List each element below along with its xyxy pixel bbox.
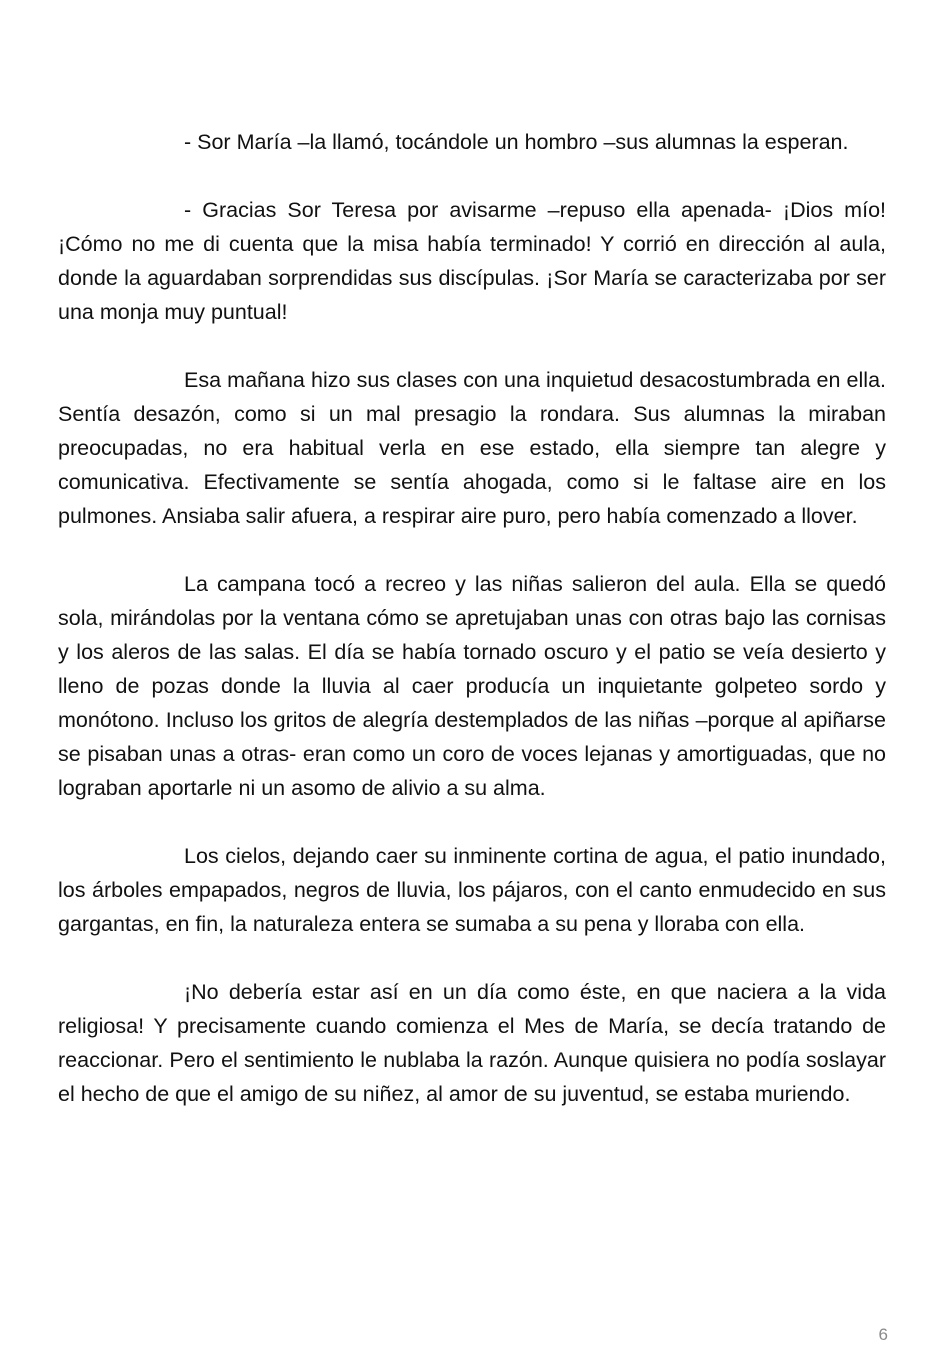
page-number: 6 [878,1325,888,1344]
paragraph-6: ¡No debería estar así en un día como éste, en que naciera a la vida religiosa! Y precisamente cuando comienza el Mes de María, se decía tratando de reaccionar. Pero el sentimiento le nublaba la razón. Aunque quisiera no podía soslayar el hecho de que el amigo de su niñez, al amor de su juventud, se estaba muriendo. [58,980,886,1106]
body-text [58,125,886,1145]
paragraph-1: - Sor María –la llamó, tocándole un hombro –sus alumnas la esperan. [184,130,849,154]
paragraph-2: - Gracias Sor Teresa por avisarme –repuso ella apenada- ¡Dios mío! ¡Cómo no me di cuenta que la misa había terminado! Y corrió en dirección al aula, donde la aguardaban sorprendidas sus discípulas. ¡Sor María se caracterizaba por ser una monja muy puntual! [58,198,886,324]
paragraph-5: Los cielos, dejando caer su inminente cortina de agua, el patio inundado, los árboles empapados, negros de lluvia, los pájaros, con el canto enmudecido en sus gargantas, en fin, la naturaleza entera se sumaba a su pena y lloraba con ella. [58,844,886,936]
paragraph-3: Esa mañana hizo sus clases con una inquietud desacostumbrada en ella. Sentía desazón, como si un mal presagio la rondara. Sus alumnas la miraban preocupadas, no era habitual verla en ese estado, ella siempre tan alegre y comunicativa. Efectivamente se sentía ahogada, como si le faltase aire en los pulmones. Ansiaba salir afuera, a respirar aire puro, pero había comenzado a llover. [58,368,886,528]
paragraph-4: La campana tocó a recreo y las niñas salieron del aula. Ella se quedó sola, mirándolas por la ventana cómo se apretujaban unas con otras bajo las cornisas y los aleros de las salas. El día se había tornado oscuro y el patio se veía desierto y lleno de pozas donde la lluvia al caer producía un inquietante golpeteo sordo y monótono. Incluso los gritos de alegría destemplados de las niñas –porque al apiñarse se pisaban unas a otras- eran como un coro de voces lejanas y amortiguadas, que no lograban aportarle ni un asomo de alivio a su alma. [58,572,886,800]
